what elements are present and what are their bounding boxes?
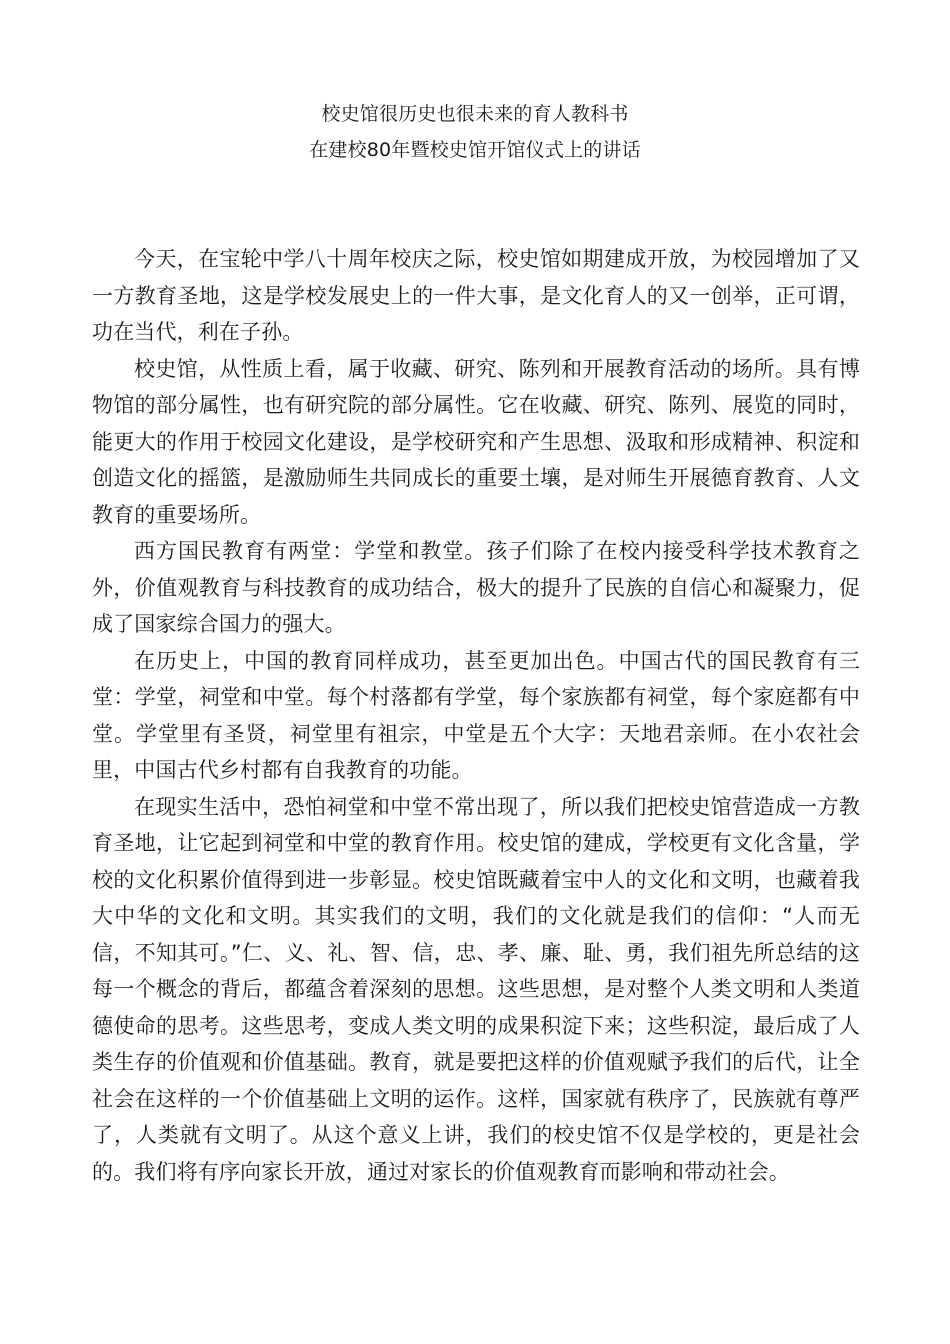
- document-title: 校史馆很历史也很未来的育人教科书: [321, 103, 629, 125]
- document-body: [92, 241, 860, 1190]
- title-block: [0, 96, 950, 168]
- paragraph-2: 校史馆，从性质上看，属于收藏、研究、陈列和开展教育活动的场所。具有博物馆的部分属性，也有研究院的部分属性。它在收藏、研究、陈列、展览的同时，能更大的作用于校园文化建设，是学校研究和产生思想、汲取和形成精神、积淀和创造文化的摇篮，是激励师生共同成长的重要土壤，是对师生开展德育教育、人文教育的重要场所。: [92, 356, 860, 527]
- document-subtitle: 在建校80年暨校史馆开馆仪式上的讲话: [309, 139, 641, 161]
- paragraph-1: 今天，在宝轮中学八十周年校庆之际，校史馆如期建成开放，为校园增加了又一方教育圣地，这是学校发展史上的一件大事，是文化育人的又一创举，正可谓，功在当代，利在子孙。: [92, 247, 860, 344]
- paragraph-3: 西方国民教育有两堂：学堂和教堂。孩子们除了在校内接受科学技术教育之外，价值观教育与科技教育的成功结合，极大的提升了民族的自信心和凝聚力，促成了国家综合国力的强大。: [92, 539, 860, 636]
- paragraph-5: 在现实生活中，恐怕祠堂和中堂不常出现了，所以我们把校史馆营造成一方教育圣地，让它起到祠堂和中堂的教育作用。校史馆的建成，学校更有文化含量，学校的文化积累价值得到进一步彰显。校史馆既藏着宝中人的文化和文明，也藏着我大中华的文化和文明。其实我们的文明，我们的文化就是我们的信仰：“人而无信，不知其可。”仁、义、礼、智、信，忠、孝、廉、耻、勇，我们祖先所总结的这每一个概念的背后，都蕴含着深刻的思想。这些思想，是对整个人类文明和人类道德使命的思考。这些思考，变成人类文明的成果积淀下来；这些积淀，最后成了人类生存的价值观和价值基础。教育，就是要把这样的价值观赋予我们的后代，让全社会在这样的一个价值基础上文明的运作。这样，国家就有秩序了，民族就有尊严了，人类就有文明了。从这个意义上讲，我们的校史馆不仅是学校的，更是社会的。我们将有序向家长开放，通过对家长的价值观教育而影响和带动社会。: [92, 794, 860, 1184]
- paragraph-4: 在历史上，中国的教育同样成功，甚至更加出色。中国古代的国民教育有三堂：学堂，祠堂和中堂。每个村落都有学堂，每个家族都有祠堂，每个家庭都有中堂。学堂里有圣贤，祠堂里有祖宗，中堂是五个大字：天地君亲师。在小农社会里，中国古代乡村都有自我教育的功能。: [92, 648, 860, 782]
